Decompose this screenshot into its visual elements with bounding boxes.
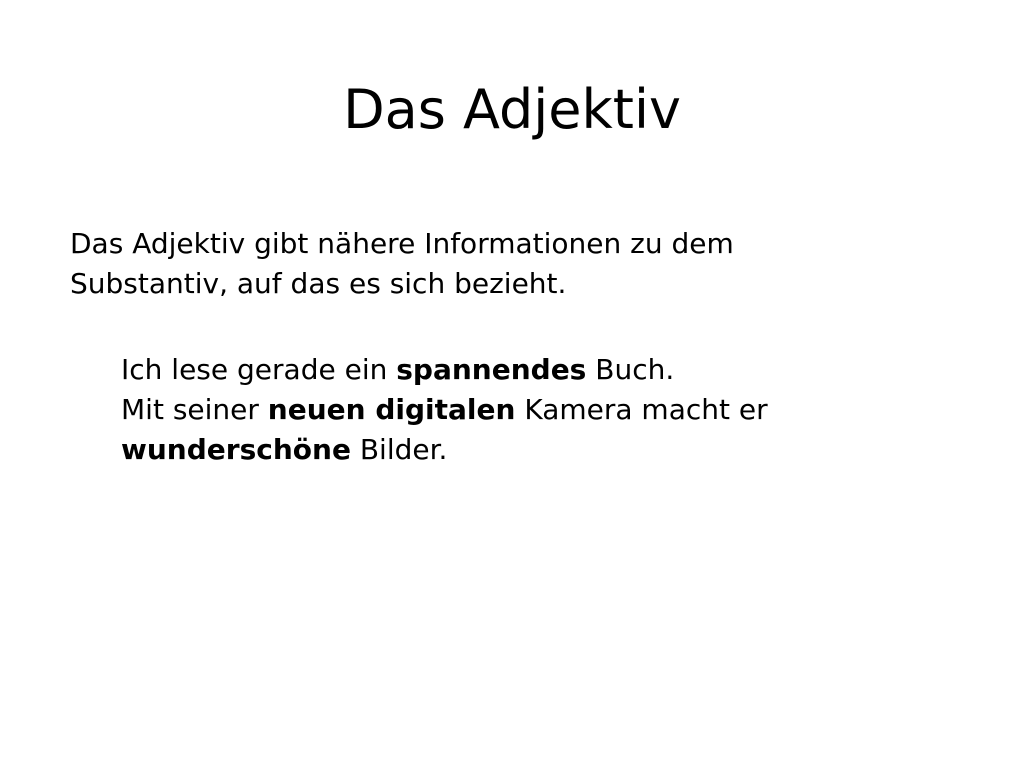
intro-line-2: Substantiv, auf das es sich bezieht.	[70, 267, 567, 300]
intro-text	[70, 224, 970, 304]
adjective-spannendes: spannendes	[396, 353, 587, 386]
example-sentences	[121, 350, 981, 470]
example-sentence-1	[121, 350, 981, 390]
example-2-text-after: Bilder.	[350, 433, 448, 466]
example-sentence-2-line-1	[121, 390, 981, 430]
slide-title: Das Adjektiv	[343, 78, 681, 141]
adjectives-neuen-digitalen: neuen digitalen	[267, 393, 516, 426]
example-2-text-middle: Kamera macht er	[515, 393, 768, 426]
example-1-text-before: Ich lese gerade ein	[121, 353, 397, 386]
intro-line-1: Das Adjektiv gibt nähere Informationen zu dem	[70, 227, 734, 260]
example-1-text-after: Buch.	[586, 353, 675, 386]
adjective-wunderschoene: wunderschöne	[121, 433, 351, 466]
example-2-text-before: Mit seiner	[121, 393, 268, 426]
example-sentence-2-line-2	[121, 430, 981, 470]
